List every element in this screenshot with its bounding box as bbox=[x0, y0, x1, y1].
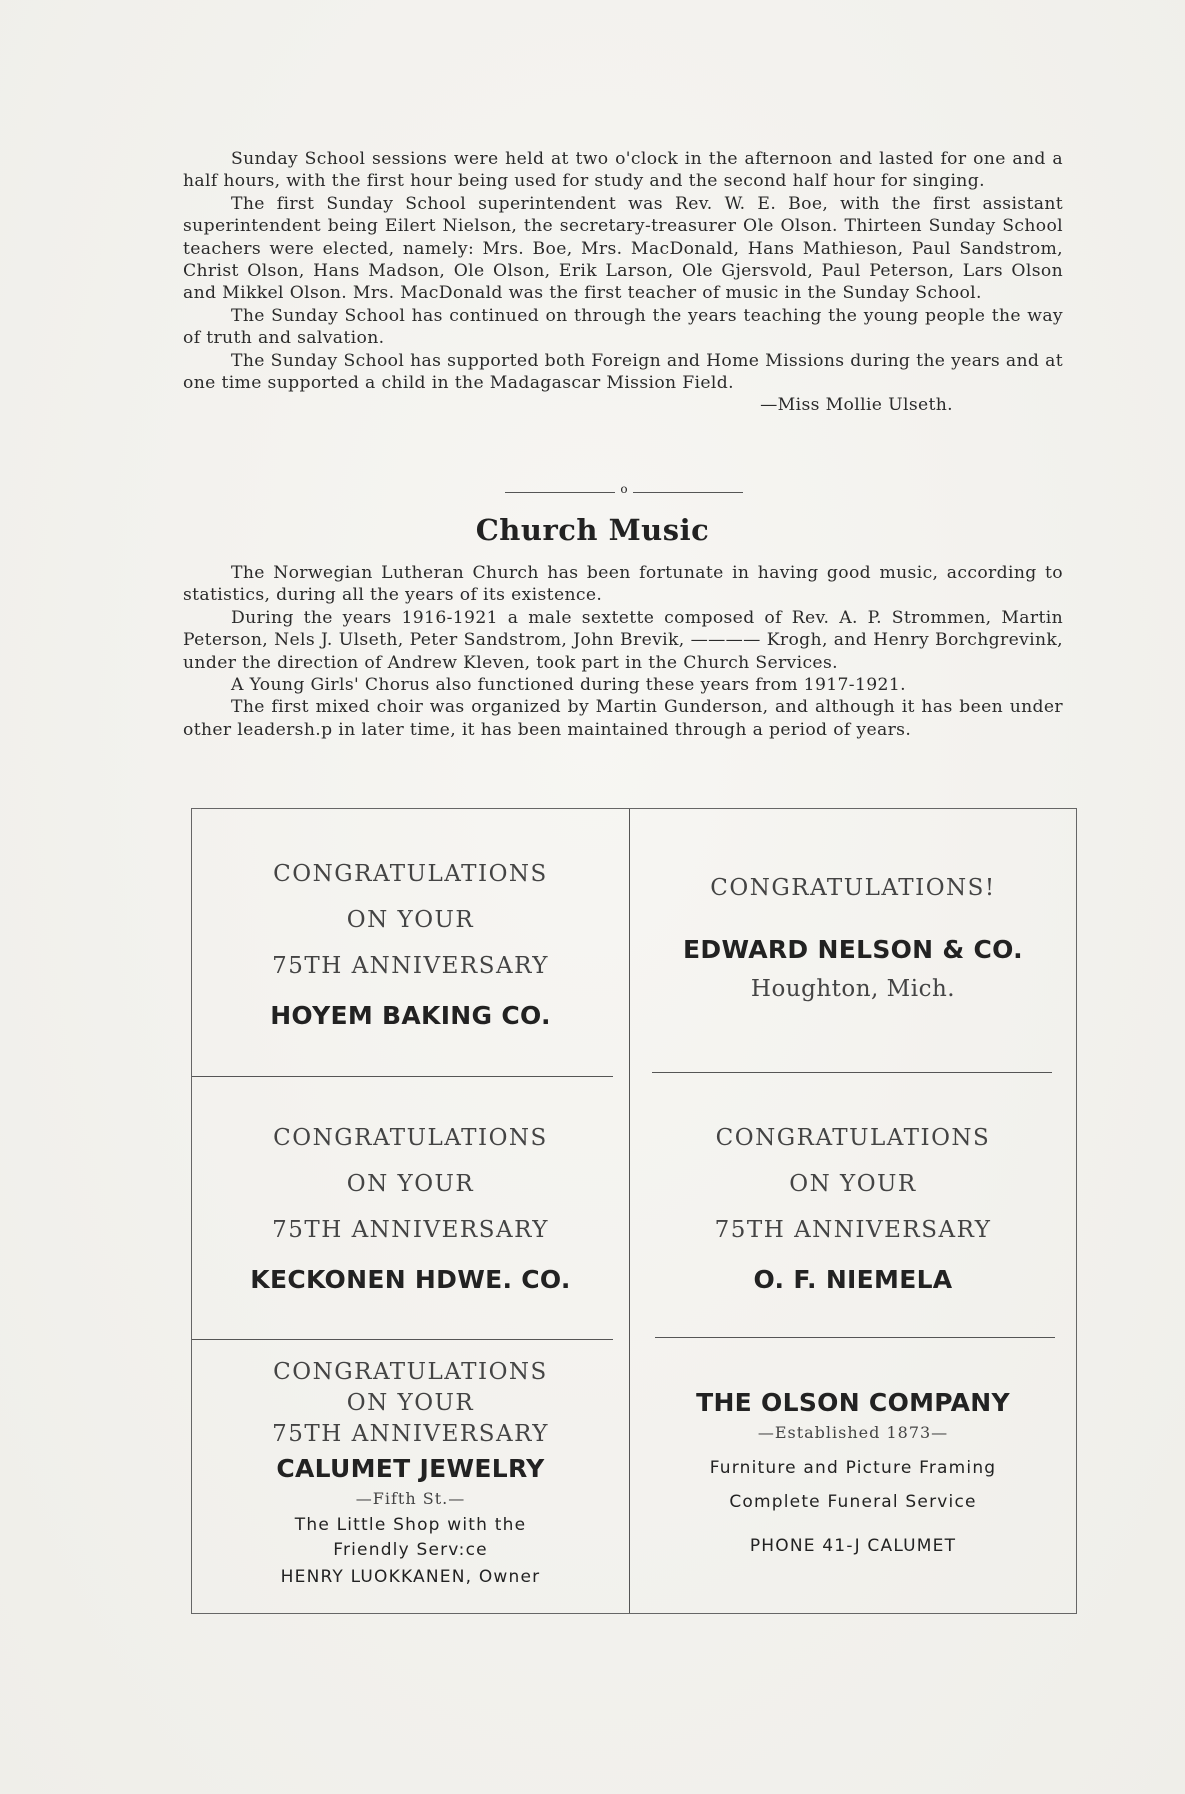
paragraph: During the years 1916-1921 a male sextette composed of Rev. A. P. Strommen, Martin Peterson, Nels J. Ulseth, Peter Sandstrom, John Brevik, ———— Krogh, and Henry Borchgrevink, under the direction of Andrew Kleven, took part in the Church Services. bbox=[183, 607, 1063, 673]
ad-line: ON YOUR bbox=[346, 907, 475, 933]
row-divider bbox=[192, 1339, 613, 1340]
ad-line: 75TH ANNIVERSARY bbox=[272, 1217, 549, 1243]
ad-line: CONGRATULATIONS bbox=[273, 1125, 548, 1151]
service: Furniture and Picture Framing bbox=[709, 1458, 997, 1478]
ad-line: 75TH ANNIVERSARY bbox=[272, 953, 549, 979]
ad-line: CONGRATULATIONS bbox=[273, 1359, 548, 1385]
ad-edward-nelson bbox=[630, 875, 1076, 1002]
tagline: Friendly Serv:ce bbox=[333, 1540, 488, 1560]
church-music-section bbox=[183, 562, 1063, 741]
paragraph: The first mixed choir was organized by Martin Gunderson, and although it has been under other leadersh.p in later time, it has been maintained through a period of years. bbox=[183, 697, 1063, 740]
business-name: KECKONEN HDWE. CO. bbox=[250, 1265, 571, 1294]
business-location: Houghton, Mich. bbox=[750, 976, 956, 1002]
paragraph: A Young Girls' Chorus also functioned during these years from 1917-1921. bbox=[231, 675, 906, 696]
row-divider bbox=[655, 1337, 1055, 1338]
business-owner: HENRY LUOKKANEN, Owner bbox=[280, 1567, 541, 1587]
ad-hoyem-baking bbox=[192, 851, 629, 1030]
service: Complete Funeral Service bbox=[729, 1492, 977, 1512]
tagline: The Little Shop with the bbox=[294, 1515, 527, 1535]
section-divider bbox=[505, 482, 743, 498]
business-name: HOYEM BAKING CO. bbox=[270, 1001, 551, 1030]
row-divider bbox=[652, 1072, 1052, 1073]
ad-line: ON YOUR bbox=[789, 1171, 917, 1197]
ad-calumet-jewelry bbox=[192, 1357, 629, 1592]
ad-line: ON YOUR bbox=[346, 1171, 475, 1197]
business-name: CALUMET JEWELRY bbox=[276, 1454, 545, 1483]
business-address: —Fifth St.— bbox=[355, 1489, 466, 1508]
section-title: Church Music bbox=[475, 513, 710, 547]
phone-number: PHONE 41-J CALUMET bbox=[749, 1536, 957, 1556]
row-divider bbox=[192, 1076, 613, 1077]
ad-line: CONGRATULATIONS bbox=[715, 1125, 991, 1151]
ad-line: 75TH ANNIVERSARY bbox=[272, 1421, 549, 1447]
business-name: O. F. NIEMELA bbox=[753, 1265, 953, 1294]
ad-line: 75TH ANNIVERSARY bbox=[714, 1217, 992, 1243]
paragraph: The Sunday School has supported both Foreign and Home Missions during the years and at one time supported a child in the Madagascar Mission Field. bbox=[183, 350, 1063, 394]
paragraph: The first Sunday School superintendent was Rev. W. E. Boe, with the first assistant superintendent being Eilert Nielson, the secretary-treasurer Ole Olson. Thirteen Sunday School teachers were elected, namely: Mrs. Boe, Mrs. MacDonald, Hans Mathieson, Paul Sandstrom, Christ Olson, Hans Madson, Ole Olson, Erik Larson, Ole Gjersvold, Paul Peterson, Lars Olson and Mikkel Olson. Mrs. MacDonald was the first teacher of music in the Sunday School. bbox=[183, 193, 1063, 304]
advertisement-grid bbox=[191, 808, 1077, 1614]
paragraph: The Sunday School has continued on through the years teaching the young people the way of truth and salvation. bbox=[183, 305, 1063, 349]
paragraph: Sunday School sessions were held at two o'clock in the afternoon and lasted for one and a half hours, with the first hour being used for study and the second half hour for singing. bbox=[183, 149, 1063, 192]
divider-mark: o bbox=[620, 482, 628, 496]
ad-of-niemela bbox=[630, 1115, 1076, 1294]
business-name: EDWARD NELSON & CO. bbox=[683, 935, 1023, 964]
ad-line: ON YOUR bbox=[346, 1390, 475, 1416]
paragraph: The Norwegian Lutheran Church has been fortunate in having good music, according to statistics, during all the years of its existence. bbox=[183, 563, 1063, 606]
ad-line: CONGRATULATIONS! bbox=[710, 875, 996, 901]
ad-keckonen-hardware bbox=[192, 1115, 629, 1294]
signature: —Miss Mollie Ulseth. bbox=[760, 395, 953, 416]
established-year: —Established 1873— bbox=[757, 1423, 949, 1442]
ad-line: CONGRATULATIONS bbox=[273, 861, 548, 887]
business-name: THE OLSON COMPANY bbox=[696, 1388, 1010, 1417]
sunday-school-section bbox=[183, 148, 1063, 417]
ad-olson-company bbox=[630, 1385, 1076, 1563]
